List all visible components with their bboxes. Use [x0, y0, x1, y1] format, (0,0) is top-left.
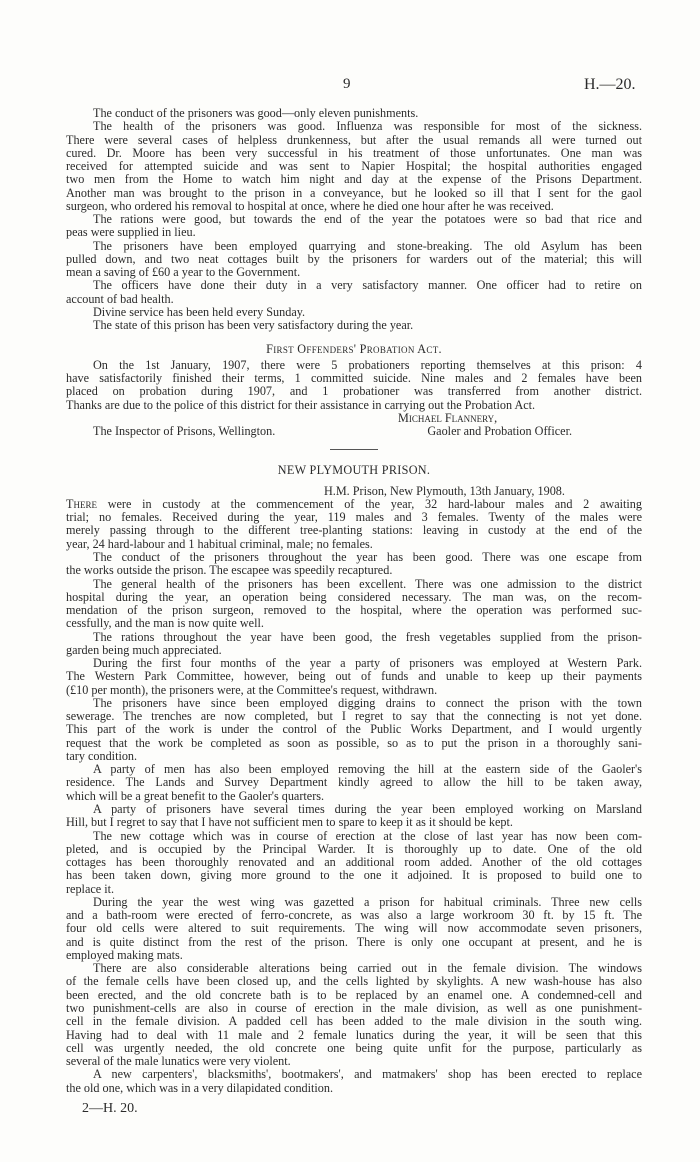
- text-line: The general health of the prisoners has been excellent. There was one admission to the district: [93, 576, 642, 591]
- text-line: cottages has been thoroughly renovated and an additional room added. Another of the old cottages: [66, 855, 642, 870]
- text-line: year, 24 hard-labour and 1 habitual criminal, male; no females.: [66, 536, 373, 551]
- opening-line-text: were in custody at the commencement of the year, 32 hard-labour males and 2 awaiting: [96, 496, 642, 511]
- text-line: Hill, but I regret to say that I have not sufficient men to spare to keep it as it should be kept.: [66, 815, 513, 830]
- probation-act-heading: First Offenders' Probation Act.: [266, 341, 442, 356]
- probation-paragraph: [66, 359, 642, 412]
- text-line: placed on probation during 1907, and 1 probationer was transferred from another district.: [66, 384, 642, 399]
- text-line: have satisfactorily finished their terms, 1 committed suicide. Nine males and 2 females have been: [66, 371, 642, 386]
- section-divider: [330, 449, 378, 450]
- text-line: two punishment-cells are also in course of erection in the male division, as well as one punishment-: [66, 1001, 642, 1015]
- text-line: replace it.: [66, 881, 115, 896]
- text-line: The rations were good, but towards the end of the year the potatoes were so bad that rice and: [93, 212, 642, 227]
- text-line: The health of the prisoners was good. Influenza was responsible for most of the sickness.: [93, 119, 642, 134]
- text-line: pleted, and is occupied by the Principal Warder. It is thoroughly up to date. One of the old: [66, 841, 642, 856]
- text-line: A party of prisoners have several times during the year been employed working on Marsland: [93, 802, 642, 817]
- text-line: The rations throughout the year have been good, the fresh vegetables supplied from the prison-: [93, 629, 642, 644]
- text-line: merely passing through to the different tree-planting stations: leaving in custody at the end of the: [66, 523, 642, 538]
- text-line: The state of this prison has been very satisfactory during the year.: [93, 318, 414, 333]
- text-line: several of the male lunatics were very violent.: [66, 1054, 291, 1069]
- text-line: During the first four months of the year a party of prisoners was employed at Western Park.: [93, 656, 642, 671]
- text-line: the works outside the prison. The escapee was speedily recaptured.: [66, 563, 393, 578]
- document-reference: H.—20.: [584, 76, 636, 93]
- text-line: A new carpenters', blacksmiths', bootmakers', and matmakers' shop has been erected to replace: [93, 1067, 642, 1082]
- text-line: There were several cases of helpless drunkenness, but after the usual remands all were turned out: [66, 132, 642, 147]
- text-line: peas were supplied in lieu.: [66, 225, 196, 240]
- signature-line: [66, 425, 642, 438]
- dateline: H.M. Prison, New Plymouth, 13th January, 1908.: [324, 483, 565, 498]
- page-body: [66, 107, 642, 1117]
- text-line: Another man was brought to the prison in a conveyance, but he looked so ill that I sent for the gaol: [66, 185, 642, 200]
- text-line: mean a saving of £60 a year to the Government.: [66, 265, 301, 280]
- addressee: The Inspector of Prisons, Wellington.: [93, 424, 276, 439]
- text-line: has been taken down, giving more ground to the one it adjoined. It is proposed to build one to: [66, 868, 642, 883]
- text-line: A party of men has also been employed removing the hill at the eastern side of the Gaoler's: [93, 762, 642, 777]
- text-line: hospital during the year, an operation being considered necessary. The man was, on the recom-: [66, 589, 642, 604]
- text-line: cell in the female division. A padded cell has been added to the male division in the south wing.: [66, 1014, 642, 1029]
- text-line: On the 1st January, 1907, there were 5 probationers reporting themselves at this prison: 4: [93, 357, 642, 372]
- new-plymouth-title: NEW PLYMOUTH PRISON.: [277, 463, 431, 478]
- text-line: which will be a great benefit to the Gaoler's quarters.: [66, 788, 325, 803]
- text-line: request that the work be completed as soon as possible, so as to put the prison in a thoroughly sani-: [66, 735, 642, 750]
- text-line: The prisoners have been employed quarrying and stone-breaking. The old Asylum has been: [93, 238, 642, 253]
- text-line: The Western Park Committee, however, being out of funds and unable to keep up their payments: [66, 669, 642, 684]
- text-line: trial; no females. Received during the year, 119 males and 3 females. Twenty of the males were: [66, 510, 642, 525]
- text-line: two men from the Home to watch him night and day at the expense of the Prisons Department.: [66, 172, 642, 187]
- text-line: The conduct of the prisoners was good—only eleven punishments.: [93, 106, 419, 120]
- text-line: surgeon, who ordered his removal to hospital at once, where he died one hour after he was received.: [66, 198, 554, 213]
- text-line: and is quite distinct from the rest of the prison. There is only one occupant at present, and he is: [66, 934, 642, 949]
- text-line: (£10 per month), the prisoners were, at the Committee's request, withdrawn.: [66, 682, 438, 697]
- text-line: mendation of the prison surgeon, removed to the hospital, where the operation was performed suc-: [66, 603, 642, 618]
- text-line: The prisoners have since been employed digging drains to connect the prison with the town: [93, 695, 642, 710]
- text-line: During the year the west wing was gazetted a prison for habitual criminals. Three new cells: [93, 894, 642, 909]
- signatory-name: Michael Flannery,: [398, 410, 498, 425]
- text-line: This part of the work is under the control of the Public Works Department, and I would urgently: [66, 722, 642, 737]
- text-line: residence. The Lands and Survey Department kindly agreed to allow the hill to be taken away,: [66, 775, 642, 790]
- text-line: The new cottage which was in course of erection at the close of last year has now been com-: [93, 828, 642, 843]
- text-line: cell was urgently needed, the old concrete one being quite unfit for the purpose, particularly as: [66, 1040, 642, 1055]
- new-plymouth-report: [66, 511, 642, 1095]
- text-line: cessfully, and the man is now quite well.: [66, 616, 264, 631]
- text-line: employed making mats.: [66, 947, 183, 962]
- text-line: There are also considerable alterations being carried out in the female division. The windows: [93, 961, 642, 976]
- text-line: been erected, and the old concrete bath is to be replaced by an enamel one. A condemned-cell and: [66, 987, 642, 1002]
- text-line: Thanks are due to the police of this district for their assistance in carrying out the Probation Act.: [66, 397, 536, 412]
- lead-word: There: [66, 496, 97, 511]
- page-number: 9: [343, 76, 351, 92]
- signatory-title: Gaoler and Probation Officer.: [427, 424, 572, 439]
- text-line: tary condition.: [66, 748, 138, 763]
- text-line: Divine service has been held every Sunday.: [93, 304, 306, 319]
- text-line: cured. Dr. Moore has been very successful in his treatment of those unfortunates. One man was: [66, 145, 642, 160]
- text-line: account of bad health.: [66, 291, 174, 306]
- signature-mark: 2—H. 20.: [82, 1100, 138, 1116]
- text-line: garden being much appreciated.: [66, 642, 222, 657]
- text-line: of the female cells have been closed up, and the cells lighted by skylights. A new wash-house has also: [66, 974, 642, 989]
- text-line: The officers have done their duty in a very satisfactory manner. One officer had to retire on: [93, 278, 642, 293]
- text-line: received for attempted suicide and was sent to Napier Hospital; the hospital authorities engaged: [66, 159, 642, 174]
- napier-report-section: [66, 107, 642, 333]
- text-line: and a bath-room were erected of ferro-concrete, as was also a large workroom 30 ft. by 15 ft. The: [66, 908, 642, 923]
- text-line: four old cells were altered to suit requirements. The wing will now accommodate seven prisoners,: [66, 921, 642, 936]
- text-line: the old one, which was in a very dilapidated condition.: [66, 1080, 334, 1095]
- report-opening-line: [66, 498, 642, 511]
- text-line: Having had to deal with 11 male and 2 female lunatics during the year, it will be seen that this: [66, 1027, 642, 1042]
- text-line: pulled down, and two neat cottages built by the prisoners for warders out of the material; this will: [66, 251, 642, 266]
- text-line: The conduct of the prisoners throughout the year has been good. There was one escape from: [93, 549, 642, 564]
- text-line: sewerage. The trenches are now completed, but I regret to say that the connecting is not yet done.: [66, 709, 642, 724]
